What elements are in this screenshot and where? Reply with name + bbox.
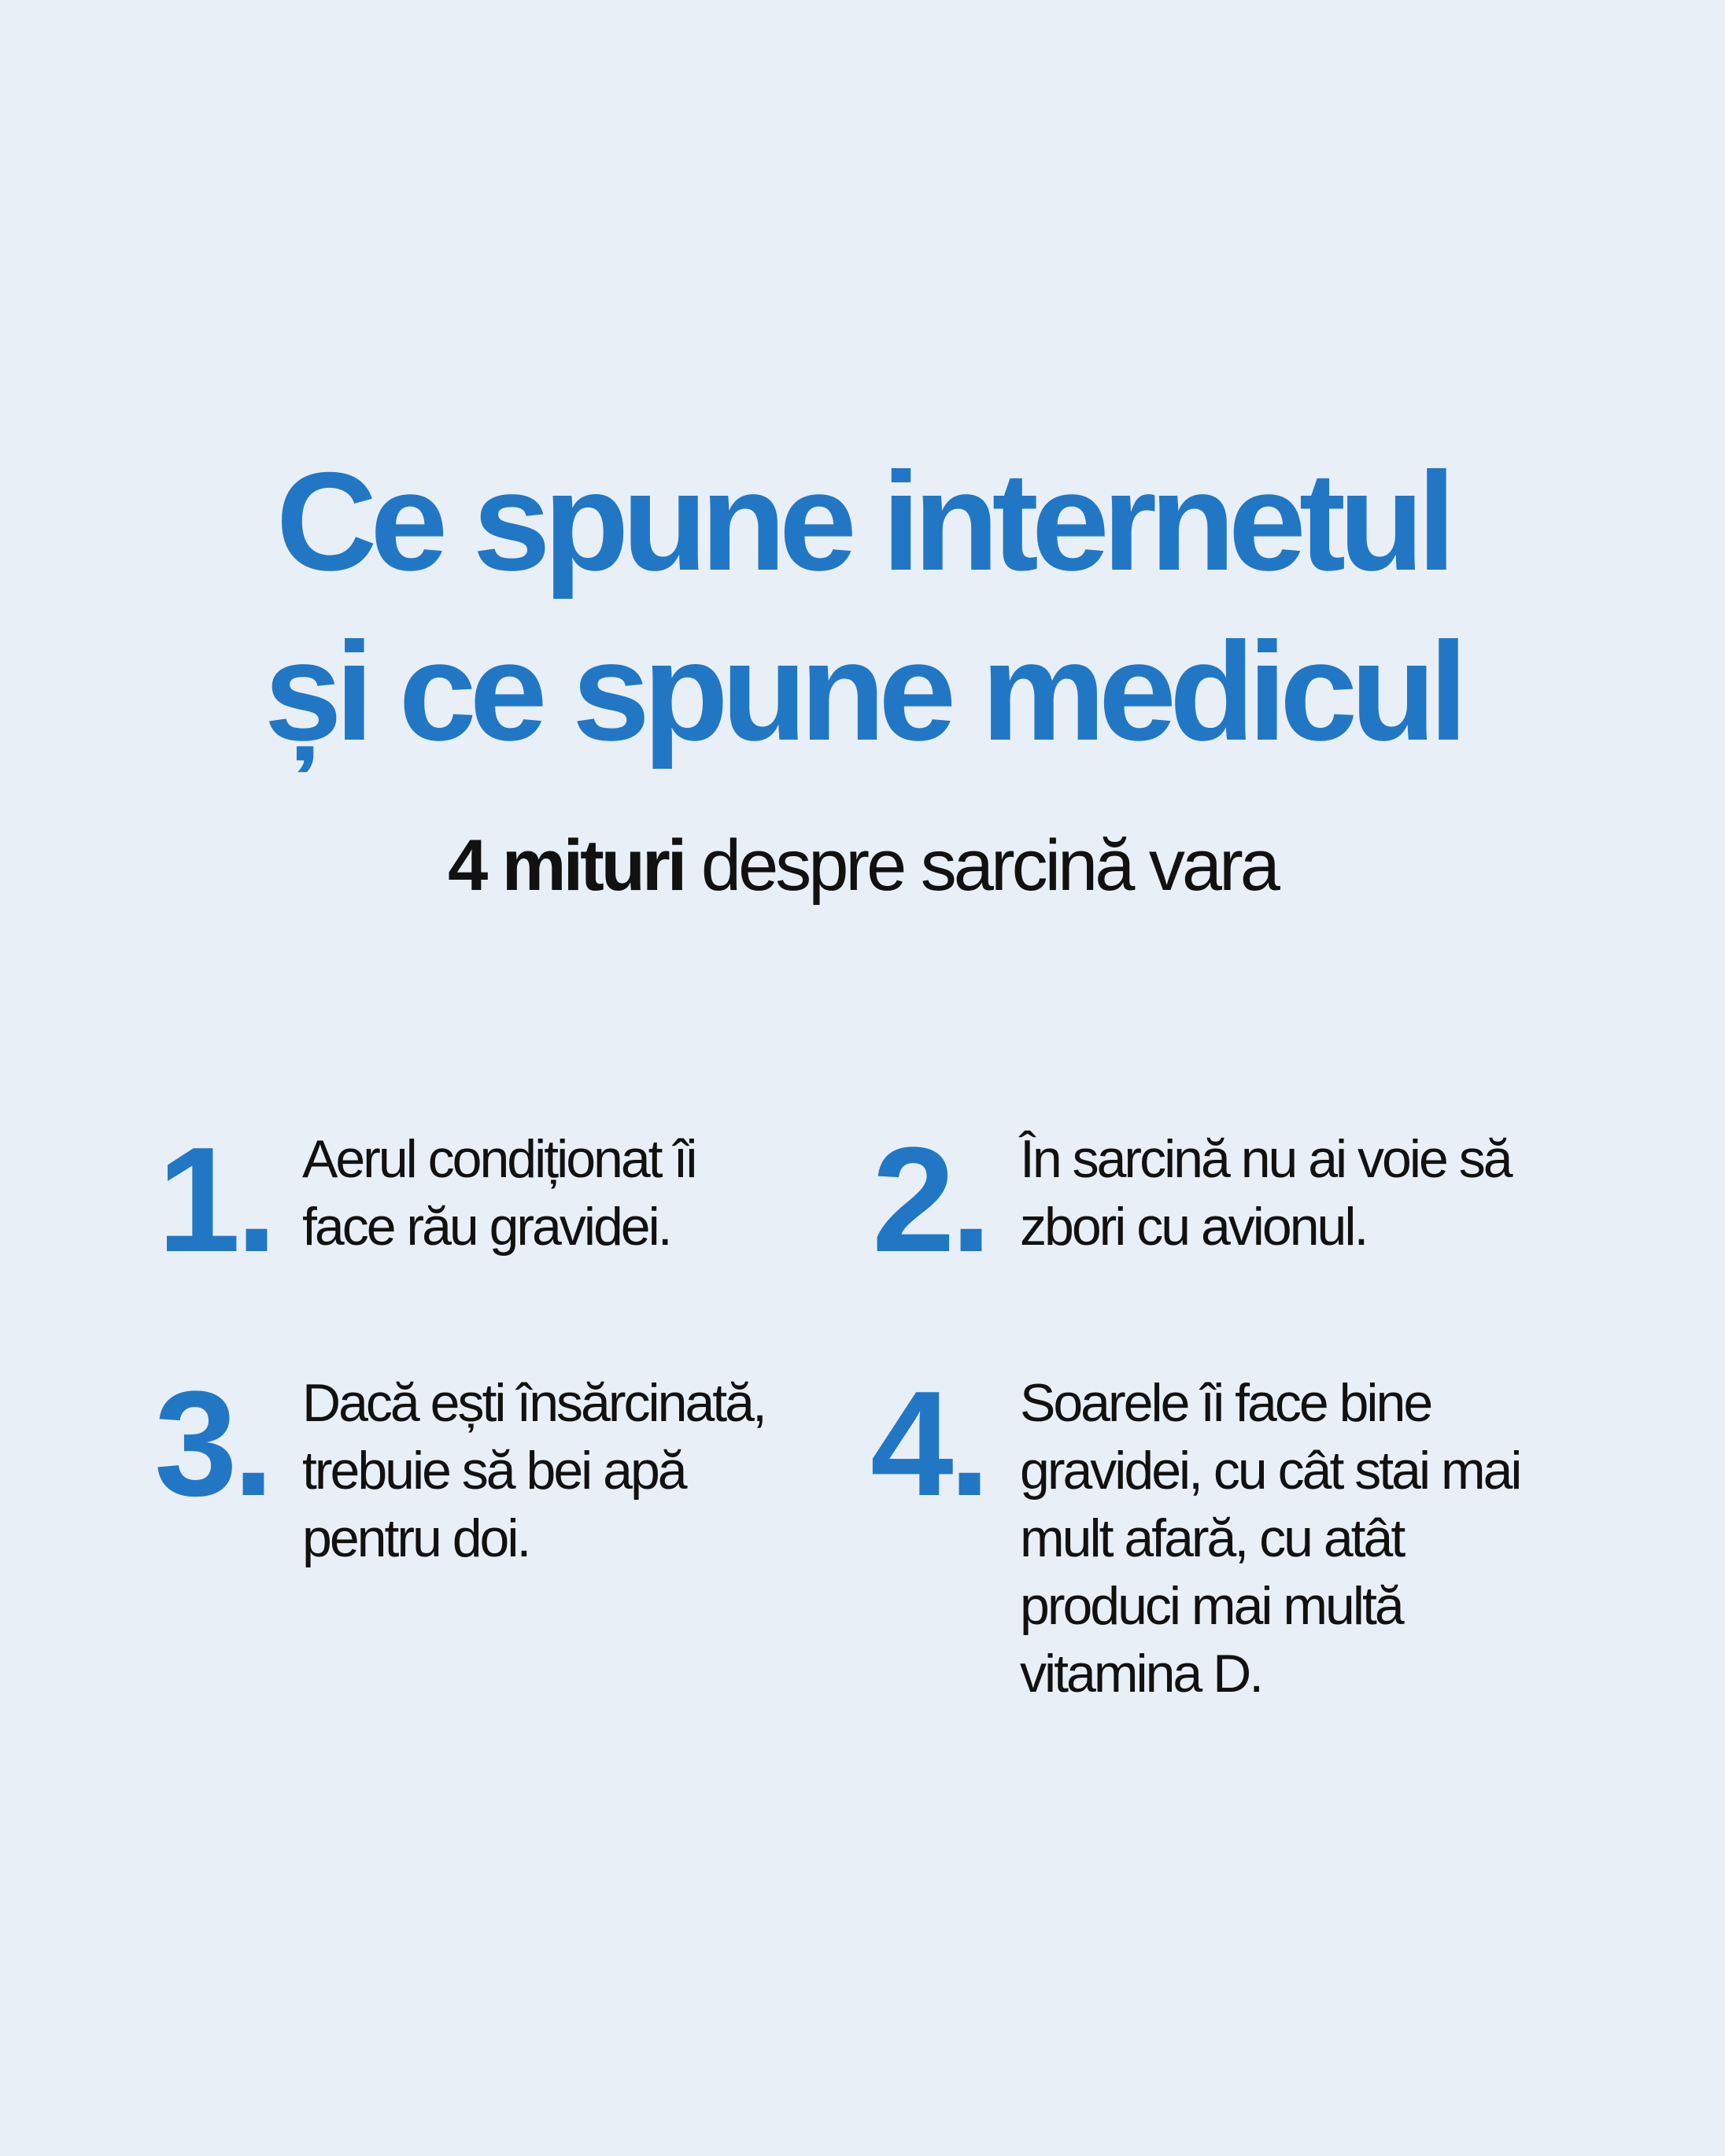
page-title xyxy=(0,437,1725,777)
myth-text-4: Soarele îi face bine gravidei, cu cât stai mai mult afară, cu atât produci mai multă vitamina D. xyxy=(1020,1373,1520,1704)
myth-item-4 xyxy=(870,1360,1579,1763)
myth-text-1: Aerul condiționat îi face rău gravidei. xyxy=(302,1129,696,1257)
myth-item-3 xyxy=(154,1360,823,1621)
subtitle xyxy=(0,822,1725,909)
myth-number-4: 4. xyxy=(870,1360,986,1527)
myth-number-1: 1. xyxy=(157,1117,273,1283)
myth-text-3: Dacă ești însărcinată, trebuie să bei apă pentru doi. xyxy=(302,1373,765,1568)
myth-text-2: În sarcină nu ai voie să zbori cu avionul. xyxy=(1020,1129,1511,1257)
myth-number-3: 3. xyxy=(154,1360,270,1527)
myth-item-1 xyxy=(157,1117,811,1330)
myth-number-2: 2. xyxy=(872,1117,988,1283)
subtitle-rest: despre sarcină vara xyxy=(684,825,1277,906)
subtitle-bold: 4 mituri xyxy=(448,825,685,906)
myth-item-2 xyxy=(872,1117,1580,1330)
title-line-2: și ce spune medicul xyxy=(264,613,1461,770)
title-line-1: Ce spune internetul xyxy=(275,443,1450,600)
